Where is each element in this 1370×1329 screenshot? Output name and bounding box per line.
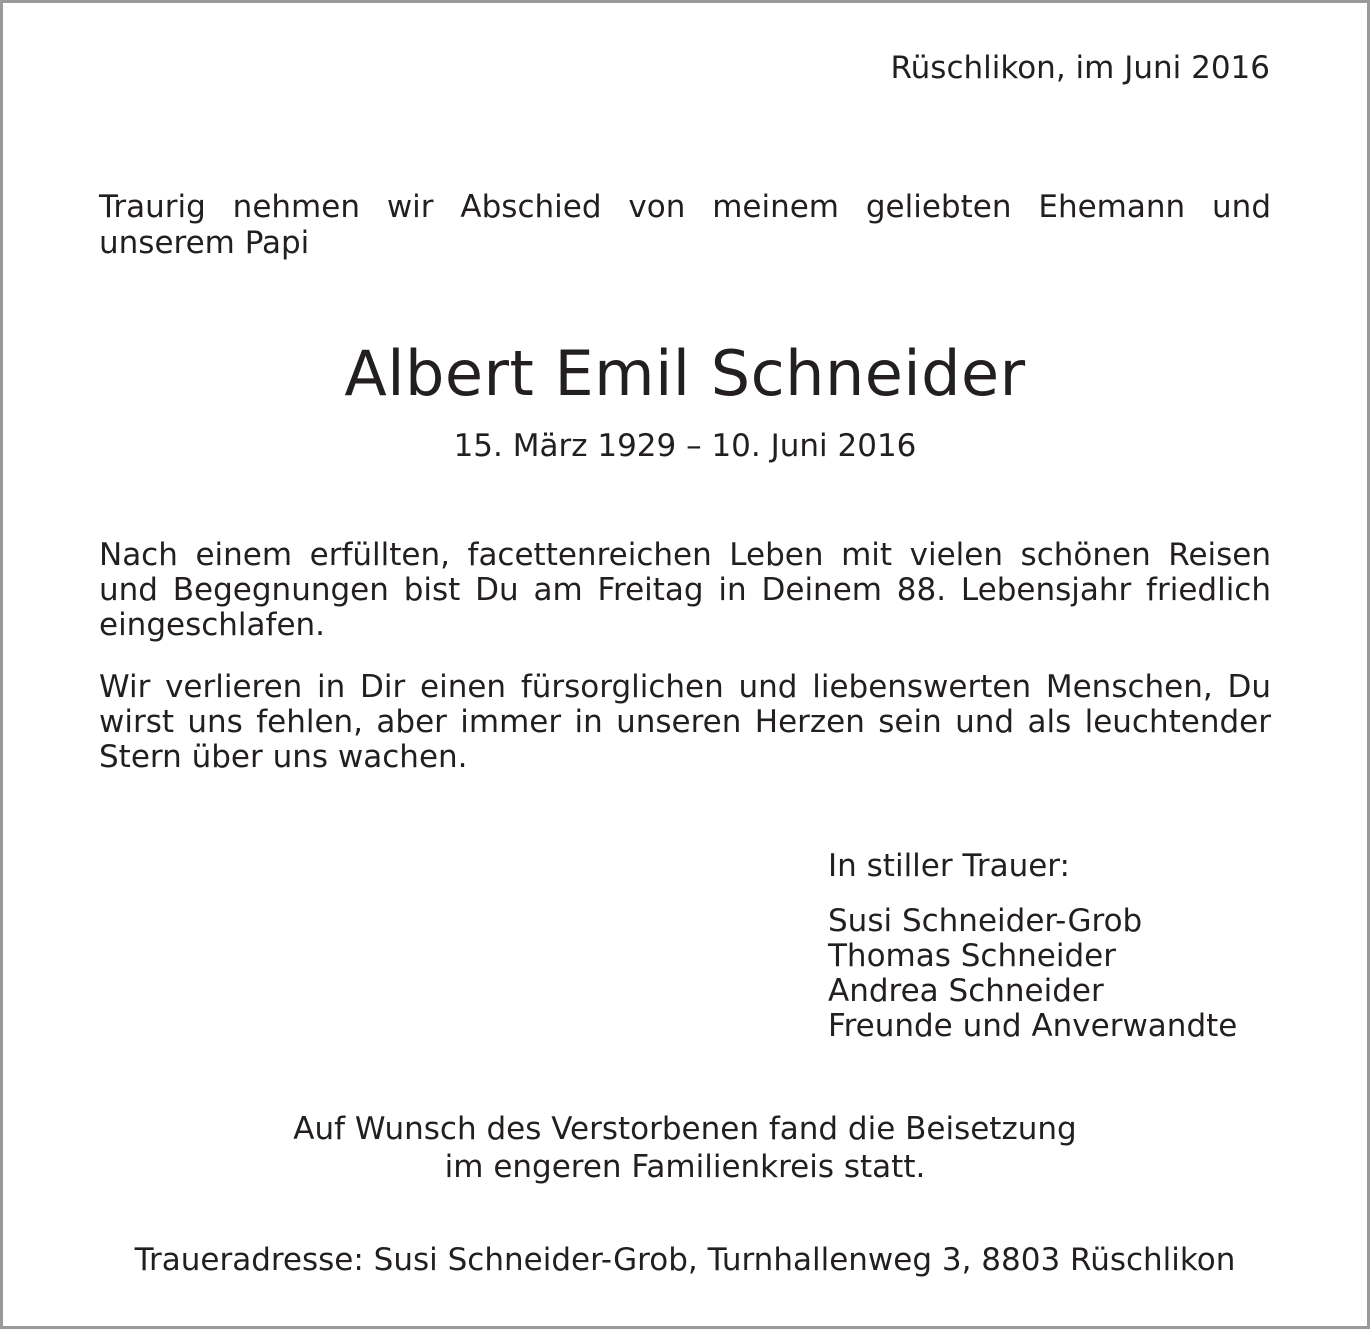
deceased-name: Albert Emil Schneider <box>344 337 1026 410</box>
mourners-heading: In stiller Trauer: <box>828 848 1070 884</box>
place-date: Rüschlikon, im Juni 2016 <box>890 50 1270 86</box>
mourner-name: Freunde und Anverwandte <box>828 1008 1238 1044</box>
intro-text: Traurig nehmen wir Abschied von meinem geliebten Ehemann und unserem Papi <box>99 189 1271 261</box>
burial-note-line: im engeren Familienkreis statt. <box>444 1149 926 1185</box>
mourning-address: Traueradresse: Susi Schneider-Grob, Turnhallenweg 3, 8803 Rüschlikon <box>134 1242 1236 1278</box>
life-dates: 15. März 1929 – 10. Juni 2016 <box>453 428 917 464</box>
mourner-name: Andrea Schneider <box>828 973 1104 1009</box>
tribute-paragraph-2: Wir verlieren in Dir einen fürsorglichen und liebenswerten Menschen, Du wirst uns fehlen, aber immer in unseren Herzen sein und als leuchtender Stern über uns wachen. <box>99 669 1271 775</box>
burial-note-line: Auf Wunsch des Verstorbenen fand die Beisetzung <box>293 1111 1077 1147</box>
mourner-name: Susi Schneider-Grob <box>828 903 1143 939</box>
burial-note <box>3 1110 1367 1186</box>
tribute-paragraph-1: Nach einem erfüllten, facettenreichen Leben mit vielen schönen Reisen und Begegnungen bist Du am Freitag in Deinem 88. Lebensjahr friedlich eingeschlafen. <box>99 537 1271 643</box>
mourners-block <box>828 849 1237 1044</box>
mourner-name: Thomas Schneider <box>828 938 1116 974</box>
